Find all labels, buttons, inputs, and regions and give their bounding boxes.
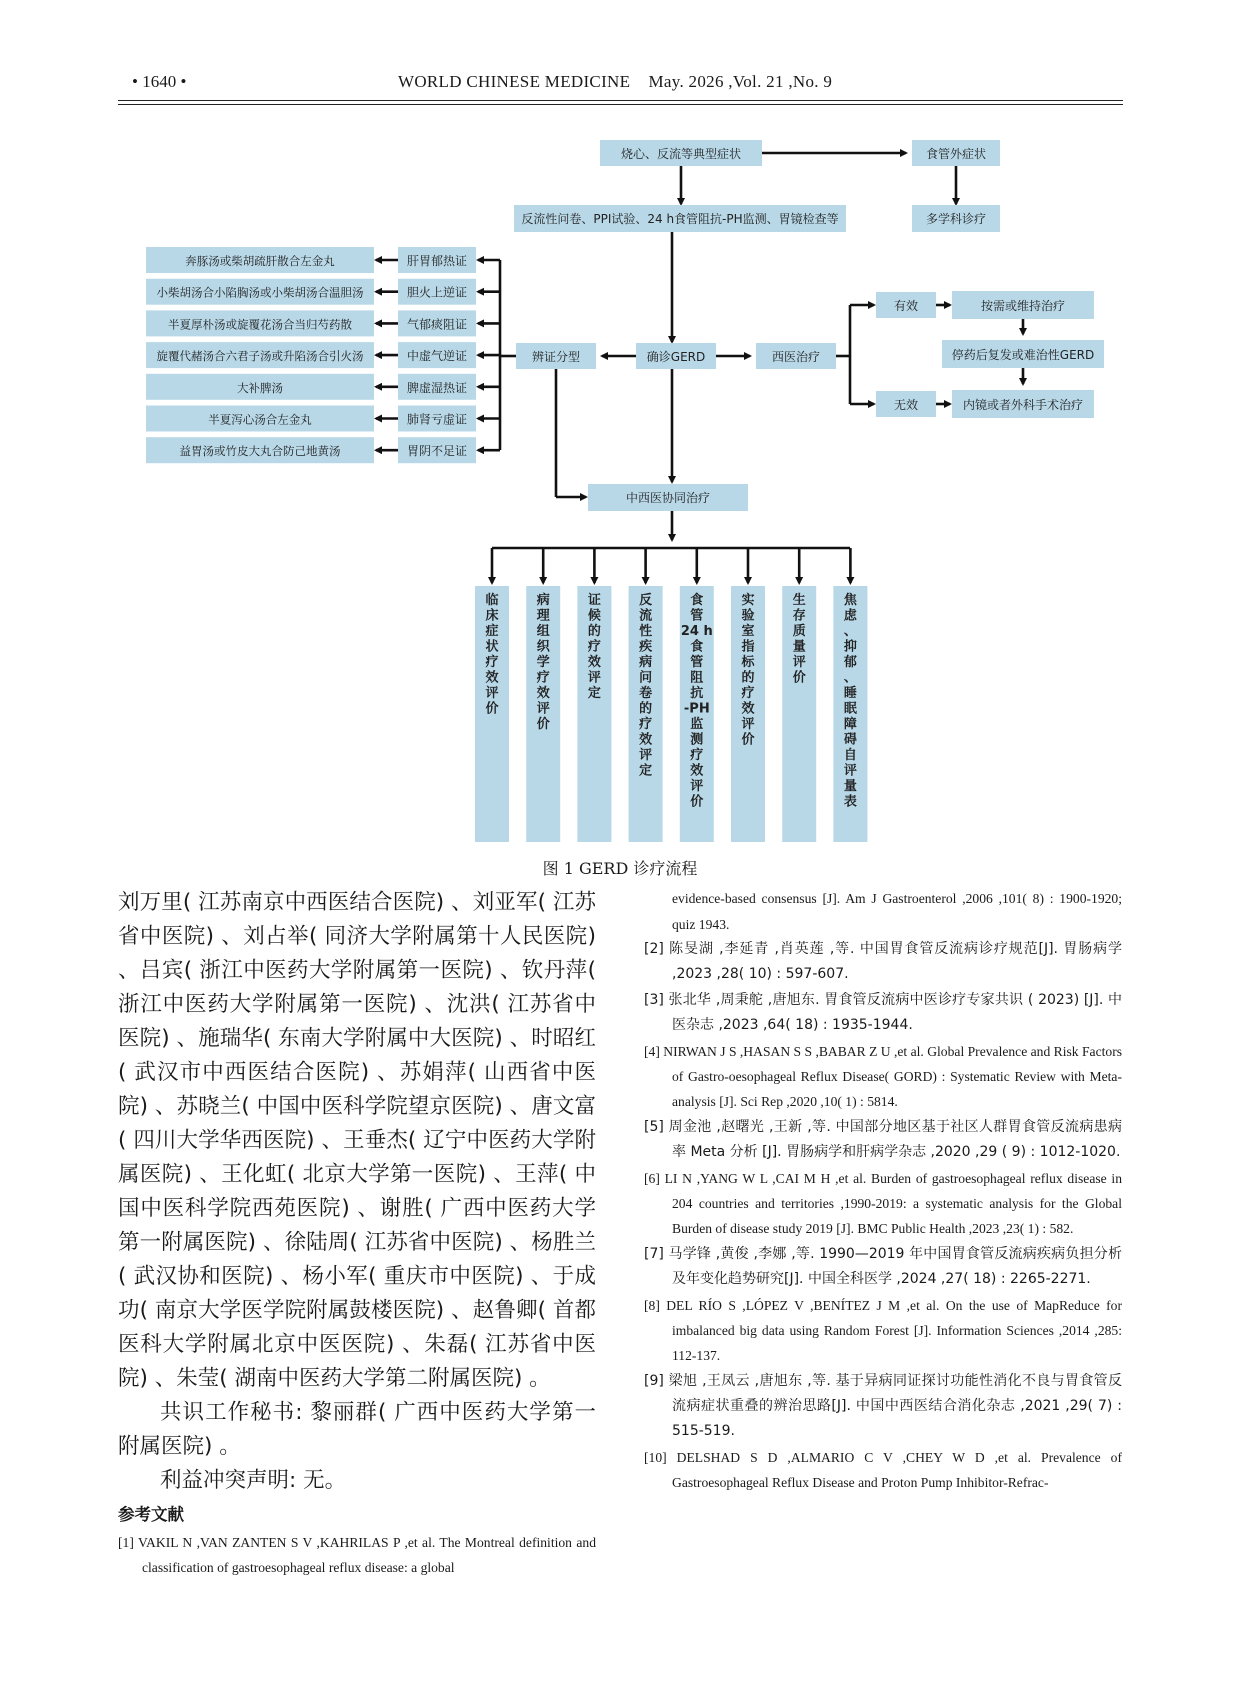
- figure-caption: 图 1 GERD 诊疗流程: [542, 859, 698, 878]
- label-western-tx: 西医治疗: [771, 350, 821, 364]
- syndrome-name: 脾虚湿热证: [406, 380, 468, 395]
- evaluation-label: 临床症状疗效评价: [485, 593, 499, 717]
- evaluation-label: 反流性疾病问卷的疗效评定: [639, 593, 653, 779]
- syndrome-name: 胃阴不足证: [406, 444, 468, 459]
- conflict-statement: 利益冲突声明: 无。: [160, 1468, 347, 1493]
- label-ineffective: 无效: [893, 398, 919, 412]
- reference-3: [3] 张北华 ,周秉舵 ,唐旭东. 胃食管反流病中医诊疗专家共识 ( 2023) [J]. 中医杂志 ,2023 ,64( 18) : 1935-1944.: [644, 992, 1122, 1033]
- formula-text: 半夏泻心汤合左金丸: [208, 412, 312, 427]
- label-extra-symptoms: 食管外症状: [925, 147, 987, 161]
- formula-text: 小柴胡汤合小陷胸汤或小柴胡汤合温胆汤: [156, 285, 364, 300]
- syndrome-name: 肝胃郁热证: [406, 254, 468, 268]
- reference-10: [10] DELSHAD S D ,ALMARIO C V ,CHEY W D ,et al. Prevalence of Gastroesophageal Reflux Disease and Proton Pump Inhibitor-Refrac-: [644, 1450, 1122, 1490]
- evaluation-label: 病理组织学疗效评价: [536, 593, 550, 732]
- formula-text: 旋覆代赭汤合六君子汤或升陷汤合引火汤: [156, 349, 364, 364]
- syndrome-name: 气郁痰阻证: [406, 317, 468, 332]
- right-column: [644, 886, 1122, 1496]
- formula-text: 奔豚汤或柴胡疏肝散合左金丸: [185, 254, 335, 268]
- reference-1: [1] VAKIL N ,VAN ZANTEN S V ,KAHRILAS P ,et al. The Montreal definition and classification of gastroesophageal reflux disease: a global: [118, 1535, 596, 1575]
- label-relapse: 停药后复发或难治性GERD: [951, 348, 1095, 362]
- reference-9: [9] 梁旭 ,王凤云 ,唐旭东 ,等. 基于异病同证探讨功能性消化不良与胃食管反流病症状重叠的辨治思路[J]. 中国中西医结合消化杂志 ,2021 ,29( 7) : 515-519.: [644, 1373, 1122, 1439]
- secretary: 共识工作秘书: 黎丽群( 广西中医药大学第一附属医院) 。: [118, 1400, 596, 1459]
- evaluation-label: 实验室指标的疗效评价: [741, 593, 755, 748]
- reference-5: [5] 周金池 ,赵曙光 ,王新 ,等. 中国部分地区基于社区人群胃食管反流病患病率 Meta 分析 [J]. 胃肠病学和肝病学杂志 ,2020 ,29 ( 9) : 1012-1020.: [644, 1119, 1122, 1160]
- evaluation-columns: [475, 548, 867, 842]
- evaluation-label: 生存质量评价: [792, 593, 806, 686]
- syndrome-name: 中虚气逆证: [406, 349, 468, 364]
- formula-text: 大补脾汤: [237, 380, 283, 395]
- syndrome-name: 肺肾亏虚证: [406, 412, 468, 427]
- label-tests: 反流性问卷、PPI试验、24 h食管阻抗-PH监测、胃镜检查等: [521, 212, 839, 226]
- left-column: [118, 886, 596, 1580]
- evaluation-label: 焦虑、抑郁、睡眠障碍自评量表: [843, 593, 857, 810]
- reference-4: [4] NIRWAN J S ,HASAN S S ,BABAR Z U ,et al. Global Prevalence and Risk Factors of Gastro-oesophageal Reflux Disease( GORD) : Systematic Review with Meta-analysis [J]. Sci Rep ,2020 ,10( 1) : 5814.: [644, 1044, 1123, 1109]
- references-heading: 参考文献: [118, 1505, 184, 1524]
- label-multidept: 多学科诊疗: [925, 212, 987, 226]
- reference-6: [6] LI N ,YANG W L ,CAI M H ,et al. Burden of gastroesophageal reflux disease in 204 countries and territories ,1990-2019: a systematic analysis for the Global Burden of disease study 2019 [J]. BMC Public Health ,2023 ,23( 1) : 582.: [644, 1171, 1122, 1236]
- evaluation-label: 食管 24 h 食管阻抗-PH 监测疗效评价: [680, 593, 713, 810]
- label-integrated: 中西医协同治疗: [625, 491, 711, 505]
- evaluation-label: 证候的疗效评定: [587, 593, 601, 701]
- syndrome-name: 胆火上逆证: [406, 285, 468, 300]
- reference-7: [7] 马学锋 ,黄俊 ,李娜 ,等. 1990—2019 年中国胃食管反流病疾病负担分析及年变化趋势研究[J]. 中国全科医学 ,2024 ,27( 18) : 2265-2271.: [644, 1246, 1122, 1287]
- label-diagnosis: 确诊GERD: [646, 350, 706, 364]
- page-number: • 1640 •: [132, 72, 187, 91]
- syndrome-rows: [146, 247, 500, 463]
- label-on-demand: 按需或维持治疗: [980, 299, 1066, 313]
- reference-1-continued: evidence-based consensus [J]. Am J Gastroenterol ,2006 ,101( 8) : 1900-1920; quiz 1943.: [672, 891, 1122, 932]
- label-surgery: 内镜或者外科手术治疗: [962, 398, 1084, 412]
- expert-list: 刘万里( 江苏南京中西医结合医院) 、刘亚军( 江苏省中医院) 、刘占举( 同济大学附属第十人民医院) 、吕宾( 浙江中医药大学附属第一医院) 、钦丹萍( 浙江中医药大学附属第一医院) 、沈洪( 江苏省中医院) 、施瑞华( 东南大学附属中大医院) 、时昭红( 武汉市中西医结合医院) 、苏娟萍( 山西省中医院) 、苏晓兰( 中国中医科学院望京医院) 、唐文富( 四川大学华西医院) 、王垂杰( 辽宁中医药大学附属医院) 、王化虹( 北京大学第一医院) 、王萍( 中国中医科学院西苑医院) 、谢胜( 广西中医药大学第一附属医院) 、徐陆周( 江苏省中医院) 、杨胜兰( 武汉协和医院) 、杨小军( 重庆市中医院) 、于成功( 南京大学医学院附属鼓楼医院) 、赵鲁卿( 首都医科大学附属北京中医医院) 、朱磊( 江苏省中医院) 、朱莹( 湖南中医药大学第二附属医院) 。: [118, 890, 596, 1391]
- label-effective: 有效: [893, 299, 919, 313]
- formula-text: 半夏厚朴汤或旋覆花汤合当归芍药散: [168, 317, 352, 332]
- label-typical-symptoms: 烧心、反流等典型症状: [620, 147, 742, 161]
- label-syndrome-diff: 辨证分型: [531, 350, 581, 364]
- reference-8: [8] DEL RÍO S ,LÓPEZ V ,BENÍTEZ J M ,et al. On the use of MapReduce for imbalanced big data using Random Forest [J]. Information Sciences ,2014 ,285: 112-137.: [644, 1298, 1122, 1363]
- reference-2: [2] 陈旻湖 ,李延青 ,肖英莲 ,等. 中国胃食管反流病诊疗规范[J]. 胃肠病学 ,2023 ,28( 10) : 597-607.: [644, 941, 1122, 982]
- journal-info: WORLD CHINESE MEDICINE May. 2026 ,Vol. 21 ,No. 9: [398, 72, 833, 91]
- formula-text: 益胃汤或竹皮大丸合防己地黄汤: [179, 444, 341, 459]
